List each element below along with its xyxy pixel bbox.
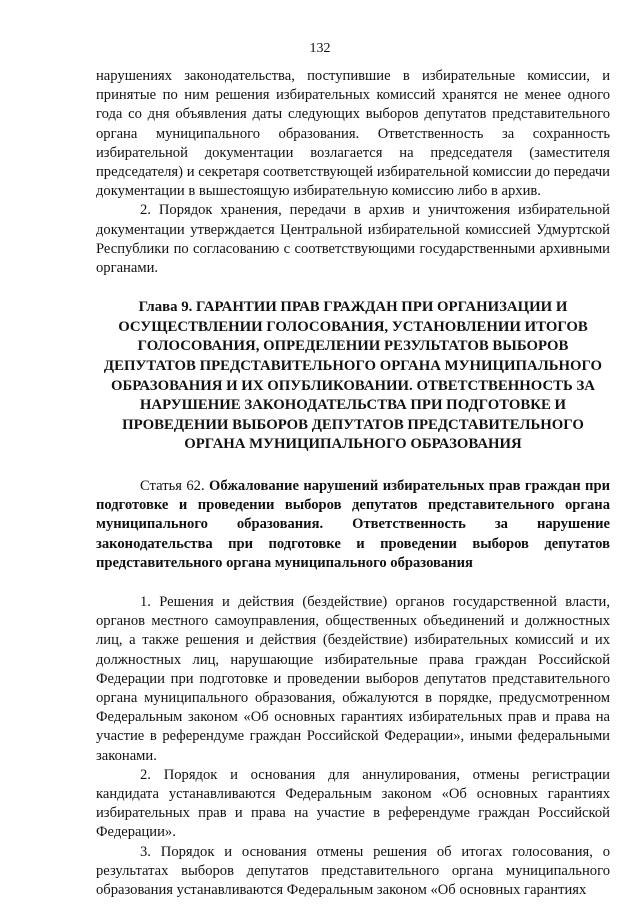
article-title: Обжалование нарушений избирательных прав граждан при подготовке и проведении выборов депутатов представительного органа муниципального образования. Ответственность за нарушение законодательства при подготовке и проведении выборов депутатов представительного органа муниципального образования [96,477,610,571]
page-header [0,40,640,60]
article-label: Статья 62. [140,477,205,494]
page-number: 132 [309,41,331,56]
paragraph-continuation: нарушениях законодательства, поступившие в избирательные комиссии, и принятые по ним решения избирательных комиссий хранятся не менее одного года со дня объявления даты следующих выборов депутатов представительного органа муниципального образования. Ответственность за сохранность избирательной документации возлагается на председателя (заместителя председателя) и секретаря соответствующей избирательной комиссии до передачи документации в вышестоящую избирательную комиссию либо в архив. [96,68,610,200]
spacer [96,573,610,593]
chapter-heading: Глава 9. ГАРАНТИИ ПРАВ ГРАЖДАН ПРИ ОРГАНИЗАЦИИ И ОСУЩЕСТВЛЕНИИ ГОЛОСОВАНИЯ, УСТАНОВЛЕНИИ ИТОГОВ ГОЛОСОВАНИЯ, ОПРЕДЕЛЕНИИ РЕЗУЛЬТАТОВ ВЫБОРОВ ДЕПУТАТОВ ПРЕДСТАВИТЕЛЬНОГО ОРГАНА МУНИЦИПАЛЬНОГО ОБРАЗОВАНИЯ И ИХ ОПУБЛИКОВАНИИ. ОТВЕТСТВЕННОСТЬ ЗА НАРУШЕНИЕ ЗАКОНОДАТЕЛЬСТВА ПРИ ПОДГОТОВКЕ И ПРОВЕДЕНИИ ВЫБОРОВ ДЕПУТАТОВ ПРЕДСТАВИТЕЛЬНОГО ОРГАНА МУНИЦИПАЛЬНОГО ОБРАЗОВАНИЯ [103,299,603,453]
article-paragraph-3: 3. Порядок и основания отмены решения об итогах голосования, о результатах выборов депутатов представительного органа муниципального образования устанавливаются Федеральным законом «Об основных гарантиях [96,843,610,899]
document-body [96,67,610,900]
article-paragraph-2: 2. Порядок и основания для аннулирования, отмены регистрации кандидата устанавливаются Федеральным законом «Об основных гарантиях избирательных прав и права на участие в референдуме граждан Российской Федерации». [96,766,610,841]
paragraph-storage-order: 2. Порядок хранения, передачи в архив и уничтожения избирательной документации утверждается Центральной избирательной комиссией Удмуртской Республики по согласованию с соответствующими государственными архивными органами. [96,202,610,277]
article-paragraph-1: 1. Решения и действия (бездействие) органов государственной власти, органов местного самоуправления, общественных объединений и должностных лиц, а также решения и действия (бездействие) избирательных комиссий и их должностных лиц, нарушающие избирательные права граждан Российской Федерации при подготовке и проведении выборов депутатов представительного органа муниципального образования, обжалуются в порядке, предусмотренном Федеральным законом «Об основных гарантиях избирательных прав и права на участие в референдуме граждан Российской Федерации», иными федеральными законами. [96,594,610,764]
article-heading [96,477,610,573]
